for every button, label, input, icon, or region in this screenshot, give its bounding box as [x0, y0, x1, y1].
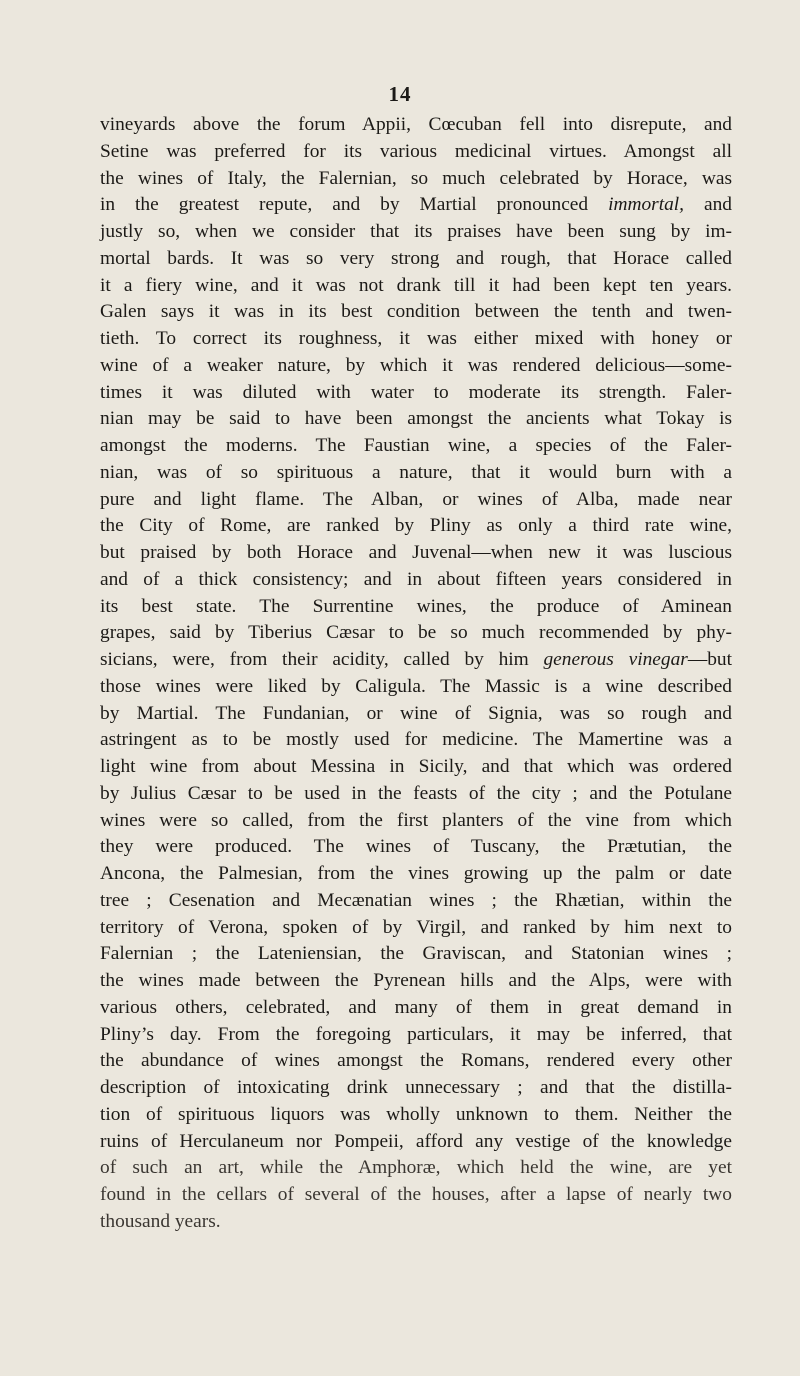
- text-segment: it a fiery wine, and it was not drank till it had been kept ten years.: [100, 274, 732, 296]
- text-line: [100, 112, 732, 139]
- text-line: [100, 1048, 732, 1075]
- text-segment: Pliny’s day. From the foregoing particulars, it may be inferred, that: [100, 1023, 732, 1045]
- text-line: [100, 406, 732, 433]
- text-segment: sicians, were, from their acidity, called by him: [100, 649, 544, 670]
- text-segment: times it was diluted with water to moderate its strength. Faler-: [100, 381, 732, 403]
- text-segment: territory of Verona, spoken of by Virgil, and ranked by him next to: [100, 916, 732, 938]
- text-line: [100, 166, 732, 193]
- text-segment: its best state. The Surrentine wines, the produce of Aminean: [100, 595, 732, 617]
- text-segment: thousand years.: [100, 1210, 221, 1232]
- text-line: [100, 888, 732, 915]
- text-line: [100, 861, 732, 888]
- page-number: 14: [388, 82, 412, 106]
- text-segment: Ancona, the Palmesian, from the vines growing up the palm or date: [100, 863, 732, 884]
- text-segment: justly so, when we consider that its praises have been sung by im-: [100, 221, 732, 242]
- text-line: [100, 701, 732, 728]
- text-line: [100, 995, 732, 1022]
- text-segment: description of intoxicating drink unnecessary ; and that the distilla-: [100, 1077, 732, 1098]
- text-line: [100, 968, 732, 995]
- text-segment: amongst the moderns. The Faustian wine, a species of the Faler-: [100, 435, 732, 456]
- text-line: [100, 1155, 732, 1182]
- text-line: [100, 460, 732, 487]
- text-segment: vineyards above the forum Appii, Cœcuban fell into disrepute, and: [100, 114, 732, 135]
- text-segment: pure and light flame. The Alban, or wines of Alba, made near: [100, 488, 732, 510]
- italic-text-segment: immortal,: [608, 194, 685, 216]
- text-segment: tion of spirituous liquors was wholly unknown to them. Neither the: [100, 1103, 732, 1125]
- text-segment: those wines were liked by Caligula. The Massic is a wine described: [100, 675, 732, 697]
- text-segment: astringent as to be mostly used for medicine. The Mamertine was a: [100, 729, 732, 751]
- text-line: [100, 567, 732, 594]
- text-line: [100, 487, 732, 514]
- text-line: [100, 380, 732, 407]
- text-line: [100, 1182, 732, 1209]
- text-segment: ruins of Herculaneum nor Pompeii, afford any vestige of the knowledge: [100, 1130, 732, 1152]
- text-segment: nian, was of so spirituous a nature, that it would burn with a: [100, 461, 732, 483]
- text-line: [100, 915, 732, 942]
- text-segment: the wines made between the Pyrenean hills and the Alps, were with: [100, 970, 732, 991]
- text-line: [100, 1129, 732, 1156]
- text-segment: by Julius Cæsar to be used in the feasts of the city ; and the Potulane: [100, 782, 732, 804]
- text-segment: tieth. To correct its roughness, it was either mixed with honey or: [100, 328, 732, 349]
- text-line: [100, 674, 732, 701]
- text-line: [100, 594, 732, 621]
- text-line: [100, 834, 732, 861]
- text-segment: found in the cellars of several of the houses, after a lapse of nearly two: [100, 1184, 732, 1205]
- text-line: [100, 299, 732, 326]
- text-segment: of such an art, while the Amphoræ, which held the wine, are yet: [100, 1157, 732, 1179]
- text-segment: Falernian ; the Lateniensian, the Graviscan, and Statonian wines ;: [100, 943, 732, 965]
- text-segment: and of a thick consistency; and in about fifteen years considered in: [100, 568, 732, 590]
- text-segment: the abundance of wines amongst the Romans, rendered every other: [100, 1050, 732, 1072]
- text-segment: Galen says it was in its best condition between the tenth and twen-: [100, 301, 732, 323]
- text-line: [100, 433, 732, 460]
- text-segment: nian may be said to have been amongst the ancients what Tokay is: [100, 408, 732, 430]
- text-line: [100, 647, 732, 674]
- text-line: [100, 808, 732, 835]
- text-segment: mortal bards. It was so very strong and rough, that Horace called: [100, 247, 732, 269]
- text-segment: light wine from about Messina in Sicily, and that which was ordered: [100, 756, 732, 777]
- text-line: [100, 941, 732, 968]
- body-text: [100, 112, 732, 1236]
- text-line: [100, 219, 732, 246]
- text-segment: and: [684, 194, 732, 216]
- text-line: [100, 273, 732, 300]
- text-line: [100, 727, 732, 754]
- text-segment: Setine was preferred for its various medicinal virtues. Amongst all: [100, 140, 732, 162]
- text-line: [100, 139, 732, 166]
- text-line: [100, 620, 732, 647]
- text-segment: various others, celebrated, and many of them in great demand in: [100, 996, 732, 1018]
- text-segment: the City of Rome, are ranked by Pliny as only a third rate wine,: [100, 515, 732, 537]
- text-line: [100, 1209, 732, 1236]
- text-line: [100, 513, 732, 540]
- italic-text-segment: generous vinegar: [543, 649, 688, 670]
- text-segment: in the greatest repute, and by Martial pronounced: [100, 194, 609, 216]
- text-segment: by Martial. The Fundanian, or wine of Signia, was so rough and: [100, 702, 732, 724]
- text-segment: tree ; Cesenation and Mecænatian wines ; the Rhætian, within the: [100, 889, 732, 911]
- text-line: [100, 1022, 732, 1049]
- text-line: [100, 246, 732, 273]
- text-line: [100, 1075, 732, 1102]
- text-segment: grapes, said by Tiberius Cæsar to be so much recommended by phy-: [100, 622, 732, 644]
- text-segment: they were produced. The wines of Tuscany, the Prætutian, the: [100, 836, 732, 858]
- text-segment: the wines of Italy, the Falernian, so much celebrated by Horace, was: [100, 167, 732, 189]
- text-line: [100, 192, 732, 219]
- text-line: [100, 754, 732, 781]
- text-segment: —but: [687, 649, 732, 670]
- text-line: [100, 353, 732, 380]
- text-line: [100, 1102, 732, 1129]
- text-segment: wines were so called, from the first planters of the vine from which: [100, 809, 732, 831]
- text-line: [100, 326, 732, 353]
- text-segment: but praised by both Horace and Juvenal—when new it was luscious: [100, 542, 732, 563]
- text-segment: wine of a weaker nature, by which it was rendered delicious—some-: [100, 354, 732, 376]
- text-line: [100, 540, 732, 567]
- text-line: [100, 781, 732, 808]
